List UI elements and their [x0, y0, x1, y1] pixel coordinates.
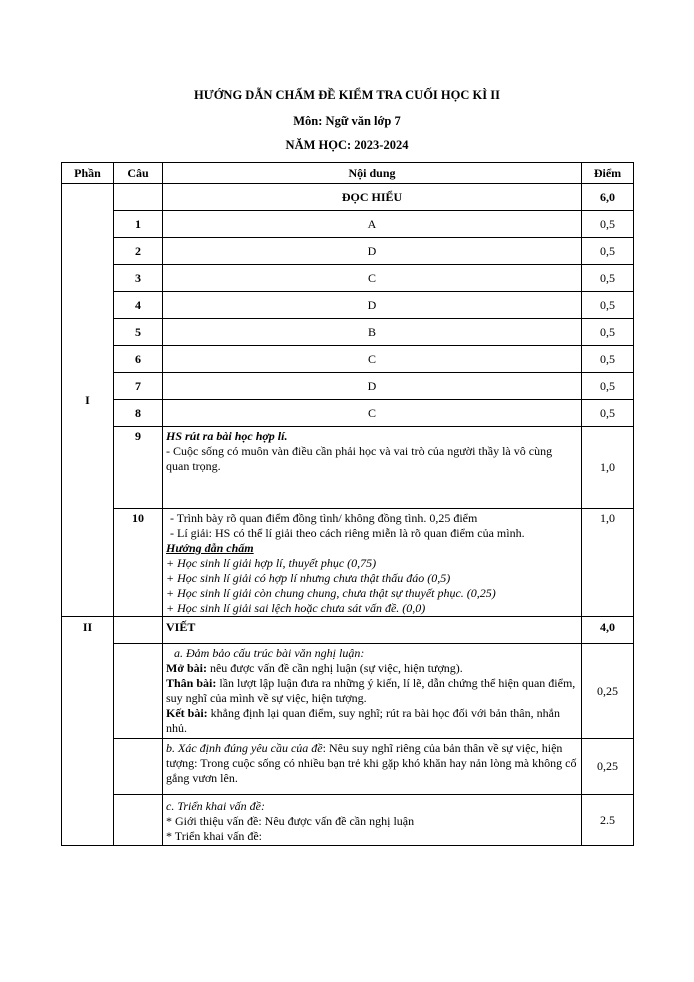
section-title-writing: VIẾT: [163, 617, 582, 644]
question-number: 8: [114, 400, 163, 427]
table-row: [62, 644, 634, 739]
q10-content: [163, 509, 582, 617]
writing-c-heading: c. Triển khai vấn đề:: [166, 799, 265, 813]
q10-guide-item: + Học sinh lí giải có hợp lí nhưng chưa thật thấu đáo (0,5): [166, 571, 451, 585]
question-number: 2: [114, 238, 163, 265]
answer: C: [163, 265, 582, 292]
score: 2.5: [582, 795, 634, 846]
table-row: [62, 509, 634, 617]
writing-a-ket: [166, 706, 578, 736]
score: 1,0: [582, 509, 634, 617]
q9-heading: HS rút ra bài học hợp lí.: [166, 429, 288, 443]
score: 0,5: [582, 400, 634, 427]
question-number: 1: [114, 211, 163, 238]
ket-bai-text: khẳng định lại quan điểm, suy nghĩ; rút ra bài học đối với bản thân, nhắn nhủ.: [166, 706, 560, 735]
question-number: 3: [114, 265, 163, 292]
empty-cell: [114, 184, 163, 211]
writing-a-mo: [166, 661, 578, 676]
table-row: [62, 617, 634, 644]
mo-bai-label: Mở bài:: [166, 661, 207, 675]
grading-table: [61, 162, 634, 846]
header-content: Nội dung: [163, 163, 582, 184]
writing-c-line2: * Triển khai vấn đề:: [166, 829, 262, 843]
ket-bai-label: Kết bài:: [166, 706, 208, 720]
empty-cell: [114, 644, 163, 739]
section-score-writing: 4,0: [582, 617, 634, 644]
part-2-label: II: [62, 617, 114, 846]
than-bai-text: lần lượt lập luận đưa ra những ý kiến, lí lẽ, dẫn chứng thể hiện quan điểm, suy nghĩ của mình về sự việc, hiện tượng.: [166, 676, 576, 705]
q10-line1: - Trình bày rõ quan điểm đồng tình/ không đồng tình. 0,25 điểm: [170, 511, 478, 525]
q10-guide-item: + Học sinh lí giải hợp lí, thuyết phục (0,75): [166, 556, 377, 570]
score: 0,25: [582, 644, 634, 739]
table-row: [62, 373, 634, 400]
table-row: [62, 427, 634, 509]
answer: C: [163, 346, 582, 373]
writing-c-content: [163, 795, 582, 846]
writing-c-line1: * Giới thiệu vấn đề: Nêu được vấn đề cần nghị luận: [166, 814, 415, 828]
question-number: 6: [114, 346, 163, 373]
table-row: [62, 184, 634, 211]
answer: D: [163, 238, 582, 265]
header-question: Câu: [114, 163, 163, 184]
table-row: [62, 400, 634, 427]
answer: D: [163, 292, 582, 319]
question-number: 9: [114, 427, 163, 509]
table-row: [62, 292, 634, 319]
empty-cell: [114, 617, 163, 644]
empty-cell: [114, 795, 163, 846]
section-title-reading: ĐỌC HIỂU: [163, 184, 582, 211]
score: 0,5: [582, 346, 634, 373]
doc-year: NĂM HỌC: 2023-2024: [285, 138, 409, 152]
writing-b-content: [163, 739, 582, 795]
table-header-row: [62, 163, 634, 184]
writing-b-text: : Nêu suy nghĩ riêng của bản thân về sự việc, hiện tượng: Trong cuộc sống có nhiều bạn trẻ khi gặp khó khăn hay nản lòng mà không cố gắng vươn lên.: [166, 741, 577, 785]
table-row: [62, 739, 634, 795]
q9-text: - Cuộc sống có muôn vàn điều cần phải học và vai trò của người thầy là vô cùng quan trọng.: [166, 444, 553, 473]
q9-content: [163, 427, 582, 509]
section-score-reading: 6,0: [582, 184, 634, 211]
writing-b-heading: b. Xác định đúng yêu cầu của đề: [166, 741, 323, 755]
header-score: Điểm: [582, 163, 634, 184]
table-row: [62, 319, 634, 346]
answer: C: [163, 400, 582, 427]
answer: B: [163, 319, 582, 346]
table-row: [62, 238, 634, 265]
writing-a-than: [166, 676, 578, 706]
score: 0,5: [582, 292, 634, 319]
answer: D: [163, 373, 582, 400]
question-number: 7: [114, 373, 163, 400]
mo-bai-text: nêu được vấn đề cần nghị luận (sự việc, hiện tượng).: [206, 661, 463, 675]
table-row: [62, 795, 634, 846]
q10-guide-item: + Học sinh lí giải sai lệch hoặc chưa sát vấn đề. (0,0): [166, 601, 426, 615]
score: 1,0: [582, 427, 634, 509]
score: 0,25: [582, 739, 634, 795]
score: 0,5: [582, 373, 634, 400]
header-part: Phần: [62, 163, 114, 184]
part-1-label: I: [62, 184, 114, 617]
question-number: 5: [114, 319, 163, 346]
empty-cell: [114, 739, 163, 795]
score: 0,5: [582, 238, 634, 265]
table-row: [62, 265, 634, 292]
q10-line2: - Lí giải: HS có thể lí giải theo cách riêng miễn là rõ quan điểm của mình.: [170, 526, 525, 540]
score: 0,5: [582, 265, 634, 292]
score: 0,5: [582, 319, 634, 346]
score: 0,5: [582, 211, 634, 238]
question-number: 4: [114, 292, 163, 319]
writing-a-content: [163, 644, 582, 739]
table-row: [62, 346, 634, 373]
doc-title: HƯỚNG DẪN CHẤM ĐỀ KIỂM TRA CUỐI HỌC KÌ II: [194, 88, 500, 102]
writing-a-heading: a. Đảm bảo cấu trúc bài văn nghị luận:: [174, 646, 365, 660]
question-number: 10: [114, 509, 163, 617]
q10-guide-title: Hướng dẫn chấm: [166, 541, 254, 555]
doc-subject: Môn: Ngữ văn lớp 7: [293, 114, 401, 128]
answer: A: [163, 211, 582, 238]
table-row: [62, 211, 634, 238]
q10-guide-item: + Học sinh lí giải còn chung chung, chưa thật sự thuyết phục. (0,25): [166, 586, 496, 600]
than-bai-label: Thân bài:: [166, 676, 217, 690]
